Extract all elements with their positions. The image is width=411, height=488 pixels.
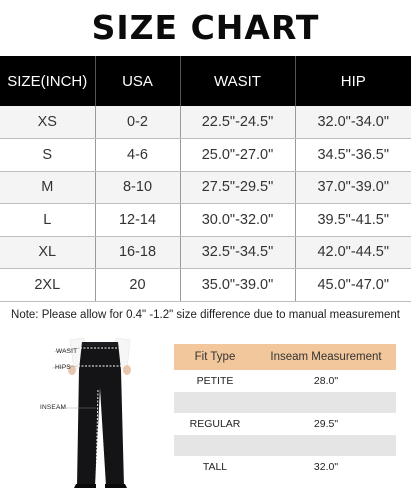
inseam-cell: 32.0" (256, 456, 396, 478)
hip-cell: 32.0"-34.0" (295, 106, 411, 139)
waist-cell: 22.5"-24.5" (180, 106, 295, 139)
usa-cell: 0-2 (95, 106, 180, 139)
waist-cell: 25.0"-27.0" (180, 139, 295, 172)
inseam-cell: 28.0" (256, 370, 396, 392)
hip-cell: 42.0"-44.5" (295, 236, 411, 269)
waist-label: WASIT (56, 348, 78, 355)
measurement-note: Note: Please allow for 0.4" -1.2" size difference due to manual measurement (0, 303, 411, 327)
table-row (0, 204, 411, 237)
table-row (0, 106, 411, 139)
size-cell: XL (0, 236, 95, 269)
table-row (174, 435, 396, 457)
size-chart-table (0, 56, 411, 302)
size-cell: M (0, 171, 95, 204)
fit-type-cell: PETITE (174, 370, 256, 392)
table-row (174, 456, 396, 478)
usa-cell: 12-14 (95, 204, 180, 237)
size-cell: 2XL (0, 269, 95, 302)
size-cell: XS (0, 106, 95, 139)
hips-label: HIPS (55, 364, 71, 371)
fit-type-cell (174, 435, 256, 457)
hip-cell: 45.0"-47.0" (295, 269, 411, 302)
usa-cell: 8-10 (95, 171, 180, 204)
table-row (174, 392, 396, 414)
header-inseam-measurement: Inseam Measurement (256, 344, 396, 370)
fit-type-cell: TALL (174, 456, 256, 478)
inseam-table (174, 344, 396, 478)
hip-cell: 39.5"-41.5" (295, 204, 411, 237)
page-title: SIZE CHART (91, 8, 320, 47)
waist-cell: 32.5"-34.5" (180, 236, 295, 269)
usa-cell: 20 (95, 269, 180, 302)
header-size: SIZE(INCH) (0, 56, 95, 106)
table-row (0, 269, 411, 302)
size-cell: L (0, 204, 95, 237)
waist-cell: 27.5"-29.5" (180, 171, 295, 204)
header-waist: WASIT (180, 56, 295, 106)
size-table-header-row (0, 56, 411, 106)
hip-cell: 34.5"-36.5" (295, 139, 411, 172)
usa-cell: 16-18 (95, 236, 180, 269)
table-row (174, 370, 396, 392)
table-row (0, 236, 411, 269)
header-fit-type: Fit Type (174, 344, 256, 370)
header-hip: HIP (295, 56, 411, 106)
inseam-cell (256, 435, 396, 457)
waist-cell: 35.0"-39.0" (180, 269, 295, 302)
table-row (0, 139, 411, 172)
inseam-header-row (174, 344, 396, 370)
inseam-label: INSEAM (40, 404, 67, 411)
fit-type-cell: REGULAR (174, 413, 256, 435)
table-row (174, 413, 396, 435)
inseam-cell: 29.5" (256, 413, 396, 435)
waist-cell: 30.0"-32.0" (180, 204, 295, 237)
table-row (0, 171, 411, 204)
inseam-cell (256, 392, 396, 414)
hip-cell: 37.0"-39.0" (295, 171, 411, 204)
size-cell: S (0, 139, 95, 172)
fit-type-cell (174, 392, 256, 414)
pants-illustration-icon (34, 336, 162, 488)
model-figure (34, 336, 162, 488)
header-usa: USA (95, 56, 180, 106)
usa-cell: 4-6 (95, 139, 180, 172)
